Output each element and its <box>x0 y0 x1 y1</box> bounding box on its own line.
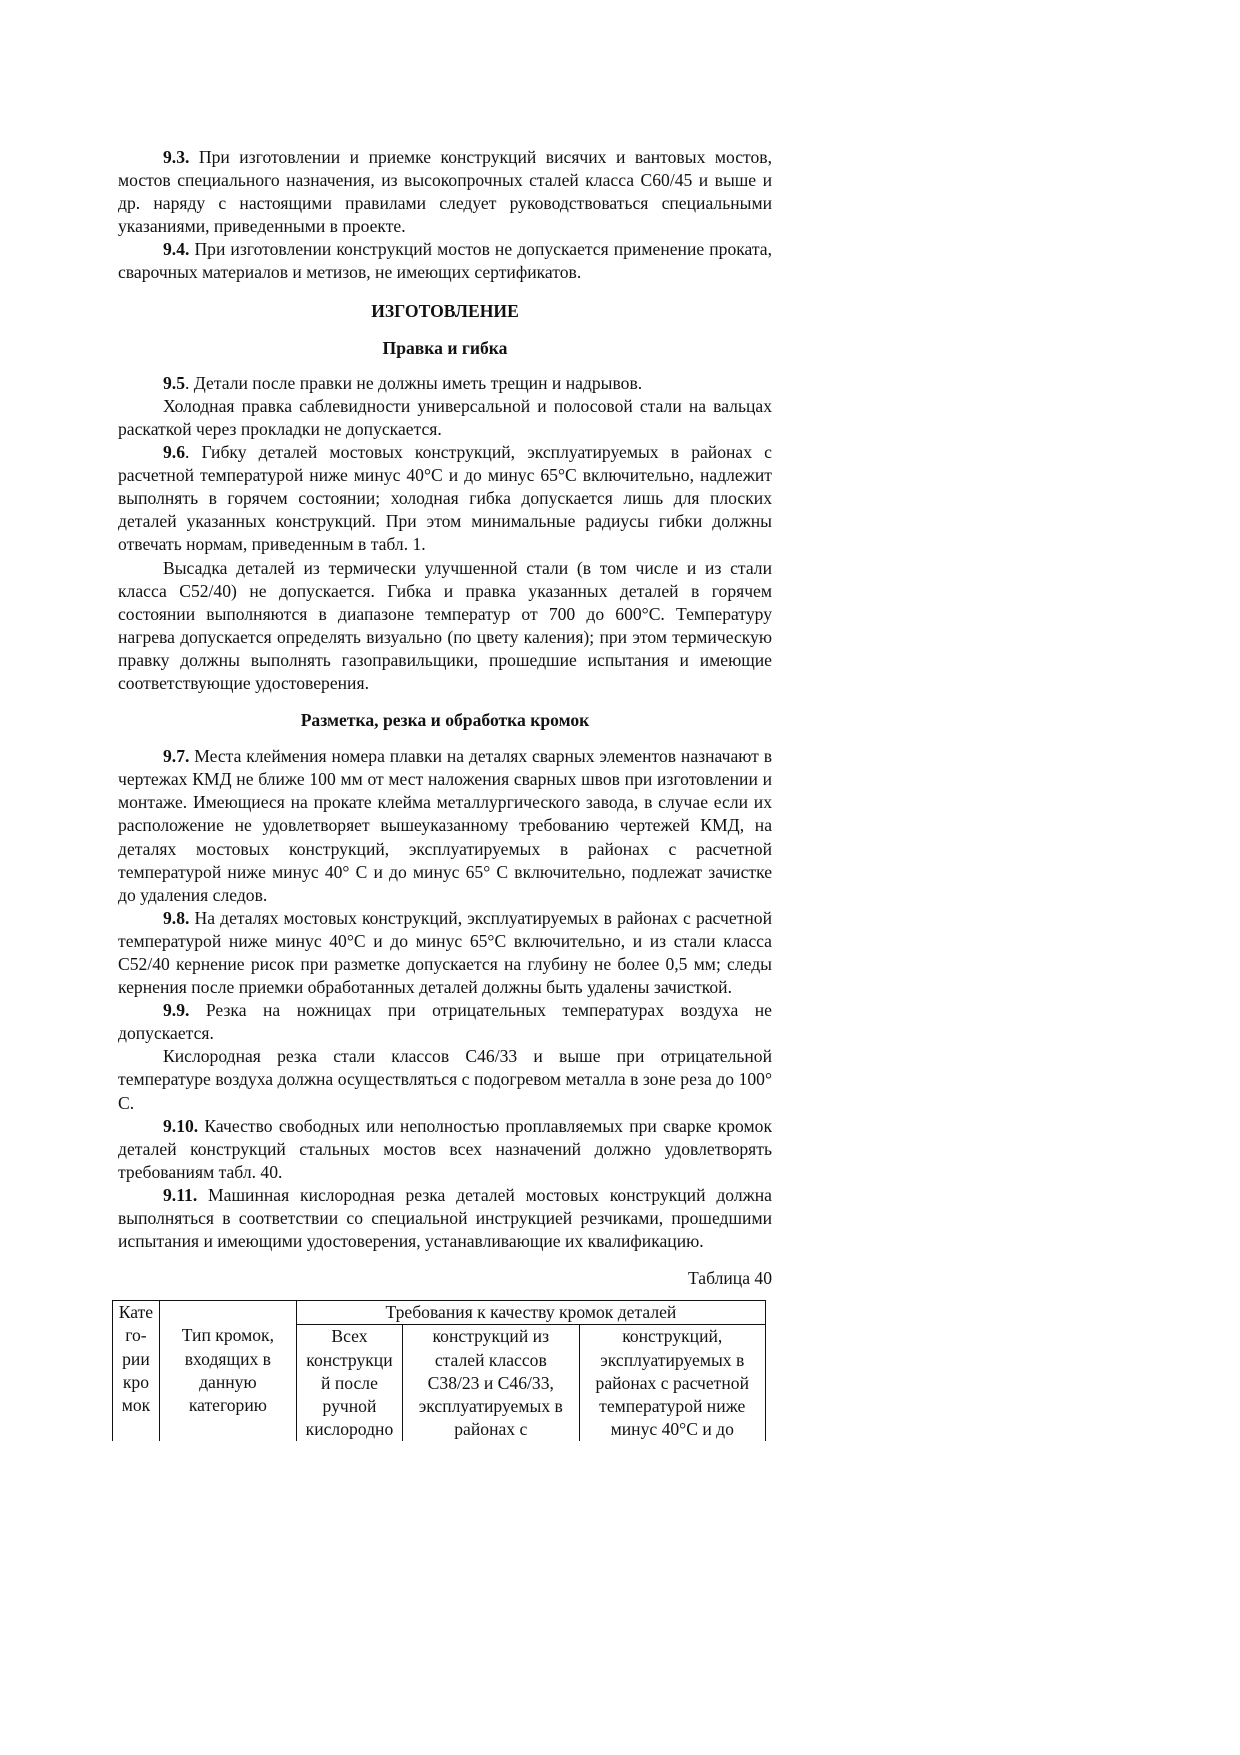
clause-text: При изготовлении и приемке конструкций висячих и вантовых мостов, мостов специального назначения, из высокопрочных сталей класса С60/45 и выше и др. наряду с настоящими правилами следует руководствоваться специальными указаниями, приведенными в проекте. <box>118 147 772 237</box>
header-line: кро <box>122 1371 149 1392</box>
table-header-edge-type <box>159 1301 296 1441</box>
table-header-requirements-group: Требования к качеству кромок деталей <box>296 1301 765 1325</box>
clause-number: 9.9. <box>163 1000 190 1021</box>
header-line: Тип кромок, <box>181 1325 274 1346</box>
table-header-low-temp-structures <box>579 1325 765 1441</box>
header-line: категорию <box>188 1394 267 1415</box>
paragraph-upsetting <box>118 557 772 696</box>
clause-text: Качество свободных или неполностью проплавляемых при сварке кромок деталей конструкций стальных мостов всех назначений должно удовлетворять требованиям табл. 40. <box>118 1115 772 1182</box>
edge-quality-table <box>112 1300 766 1441</box>
header-line: ручной <box>322 1395 377 1416</box>
header-line: входящих в <box>184 1348 271 1369</box>
document-page <box>118 146 772 1441</box>
paragraph-9-8 <box>118 907 772 999</box>
clause-text: Высадка деталей из термически улучшенной стали (в том числе и из стали класса С52/40) не допускается. Гибка и правка указанных деталей в горячем состоянии выполняются в диапазоне температур от 700 до 600°С. Температуру нагрева допускается определять визуально (по цвету каления); при этом термическую правку должны выполнять газоправильщики, прошедшие испытания и имеющие соответствующие удостоверения. <box>118 557 772 693</box>
clause-text: Кислородная резка стали классов С46/33 и выше при отрицательной температуре воздуха должна осуществляться с подогревом металла в зоне реза до 100° С. <box>118 1046 772 1113</box>
clause-text: Холодная правка саблевидности универсальной и полосовой стали на вальцах раскаткой через прокладки не допускается. <box>118 395 772 439</box>
clause-text: . Детали после правки не должны иметь трещин и надрывов. <box>185 372 643 393</box>
header-line: районах с расчетной <box>595 1372 749 1393</box>
clause-number: 9.7. <box>163 746 190 767</box>
header-line: мок <box>121 1394 151 1415</box>
clause-number: 9.11. <box>163 1184 198 1205</box>
clause-number: 9.10. <box>163 1115 199 1136</box>
paragraph-9-10 <box>118 1115 772 1184</box>
clause-number: 9.3. <box>163 147 190 167</box>
header-line: го- <box>125 1325 147 1346</box>
table-header-category <box>113 1301 160 1441</box>
clause-text: Резка на ножницах при отрицательных температурах воздуха не допускается. <box>118 1000 772 1044</box>
header-line: конструкций из <box>432 1326 550 1347</box>
header-line <box>161 1301 295 1324</box>
header-line: Всех <box>331 1326 368 1347</box>
header-line: районах с <box>454 1418 528 1439</box>
clause-number: 9.8. <box>163 907 190 928</box>
clause-text: При изготовлении конструкций мостов не допускается применение проката, сварочных материалов и метизов, не имеющих сертификатов. <box>118 239 772 283</box>
clause-text: . Гибку деталей мостовых конструкций, эксплуатируемых в районах с расчетной температурой ниже минус 40°С и до минус 65°С включительно, надлежит выполнять в горячем состоянии; холодная гибка допускается лишь для плоских деталей указанных конструкций. При этом минимальные радиусы гибки должны отвечать нормам, приведенным в табл. 1. <box>118 442 772 555</box>
clause-number: 9.5 <box>163 372 185 393</box>
header-line: эксплуатируемых в <box>418 1395 563 1416</box>
paragraph-9-11 <box>118 1184 772 1253</box>
header-line: С38/23 и С46/33, <box>427 1372 554 1393</box>
header-line: эксплуатируемых в <box>600 1349 745 1370</box>
clause-text: На деталях мостовых конструкций, эксплуатируемых в районах с расчетной температурой ниже минус 40°С и до минус 65°С включительно, и из стали класса С52/40 кернение рисок при разметке допускается на глубину не более 0,5 мм; следы кернения после приемки обработанных деталей должны быть удалены зачисткой. <box>118 907 772 998</box>
clause-number: 9.6 <box>163 442 185 463</box>
header-line: минус 40°С и до <box>610 1418 734 1439</box>
header-line: конструкций, <box>622 1326 723 1347</box>
paragraph-cold-straightening <box>118 395 772 441</box>
paragraph-9-5 <box>118 372 772 395</box>
header-line: сталей классов <box>434 1349 547 1370</box>
header-line: кислородно <box>305 1418 394 1439</box>
header-line: температурой ниже <box>599 1395 746 1416</box>
clause-number: 9.4. <box>163 239 190 260</box>
header-line: данную <box>199 1371 257 1392</box>
clause-text: Места клеймения номера плавки на деталях сварных элементов назначают в чертежах КМД не ближе 100 мм от мест наложения сварных швов при изготовлении и монтаже. Имеющиеся на прокате клейма металлургического завода, в случае если их расположение не удовлетворяет вышеуказанному требованию чертежей КМД, на деталях мостовых конструкций, эксплуатируемых в районах с расчетной температурой ниже минус 40° С и до минус 65° С включительно, подлежат зачистке до удаления следов. <box>118 746 772 905</box>
clause-text: Машинная кислородная резка деталей мостовых конструкций должна выполняться в соответствии со специальной инструкцией резчиками, прошедшими испытания и имеющими удостоверения, устанавливающие их квалификацию. <box>118 1184 772 1252</box>
header-line: й после <box>321 1372 378 1393</box>
paragraph-9-6 <box>118 441 772 556</box>
paragraph-oxygen-cutting <box>118 1045 772 1114</box>
paragraph-9-7 <box>118 745 772 907</box>
table-caption: Таблица 40 <box>687 1268 772 1289</box>
table-header-steel-classes <box>403 1325 580 1441</box>
paragraph-9-9 <box>118 999 772 1045</box>
header-line: конструкци <box>306 1349 393 1370</box>
table-header-all-structures <box>296 1325 402 1441</box>
subsection-heading-marking: Разметка, резка и обработка кромок <box>300 710 590 731</box>
paragraph-9-3 <box>118 146 772 238</box>
subsection-heading-straightening: Правка и гибка <box>382 337 508 358</box>
paragraph-9-4 <box>118 238 772 284</box>
header-line: рии <box>122 1348 150 1369</box>
header-line: Кате <box>118 1302 154 1323</box>
section-heading-manufacturing: ИЗГОТОВЛЕНИЕ <box>371 300 519 321</box>
